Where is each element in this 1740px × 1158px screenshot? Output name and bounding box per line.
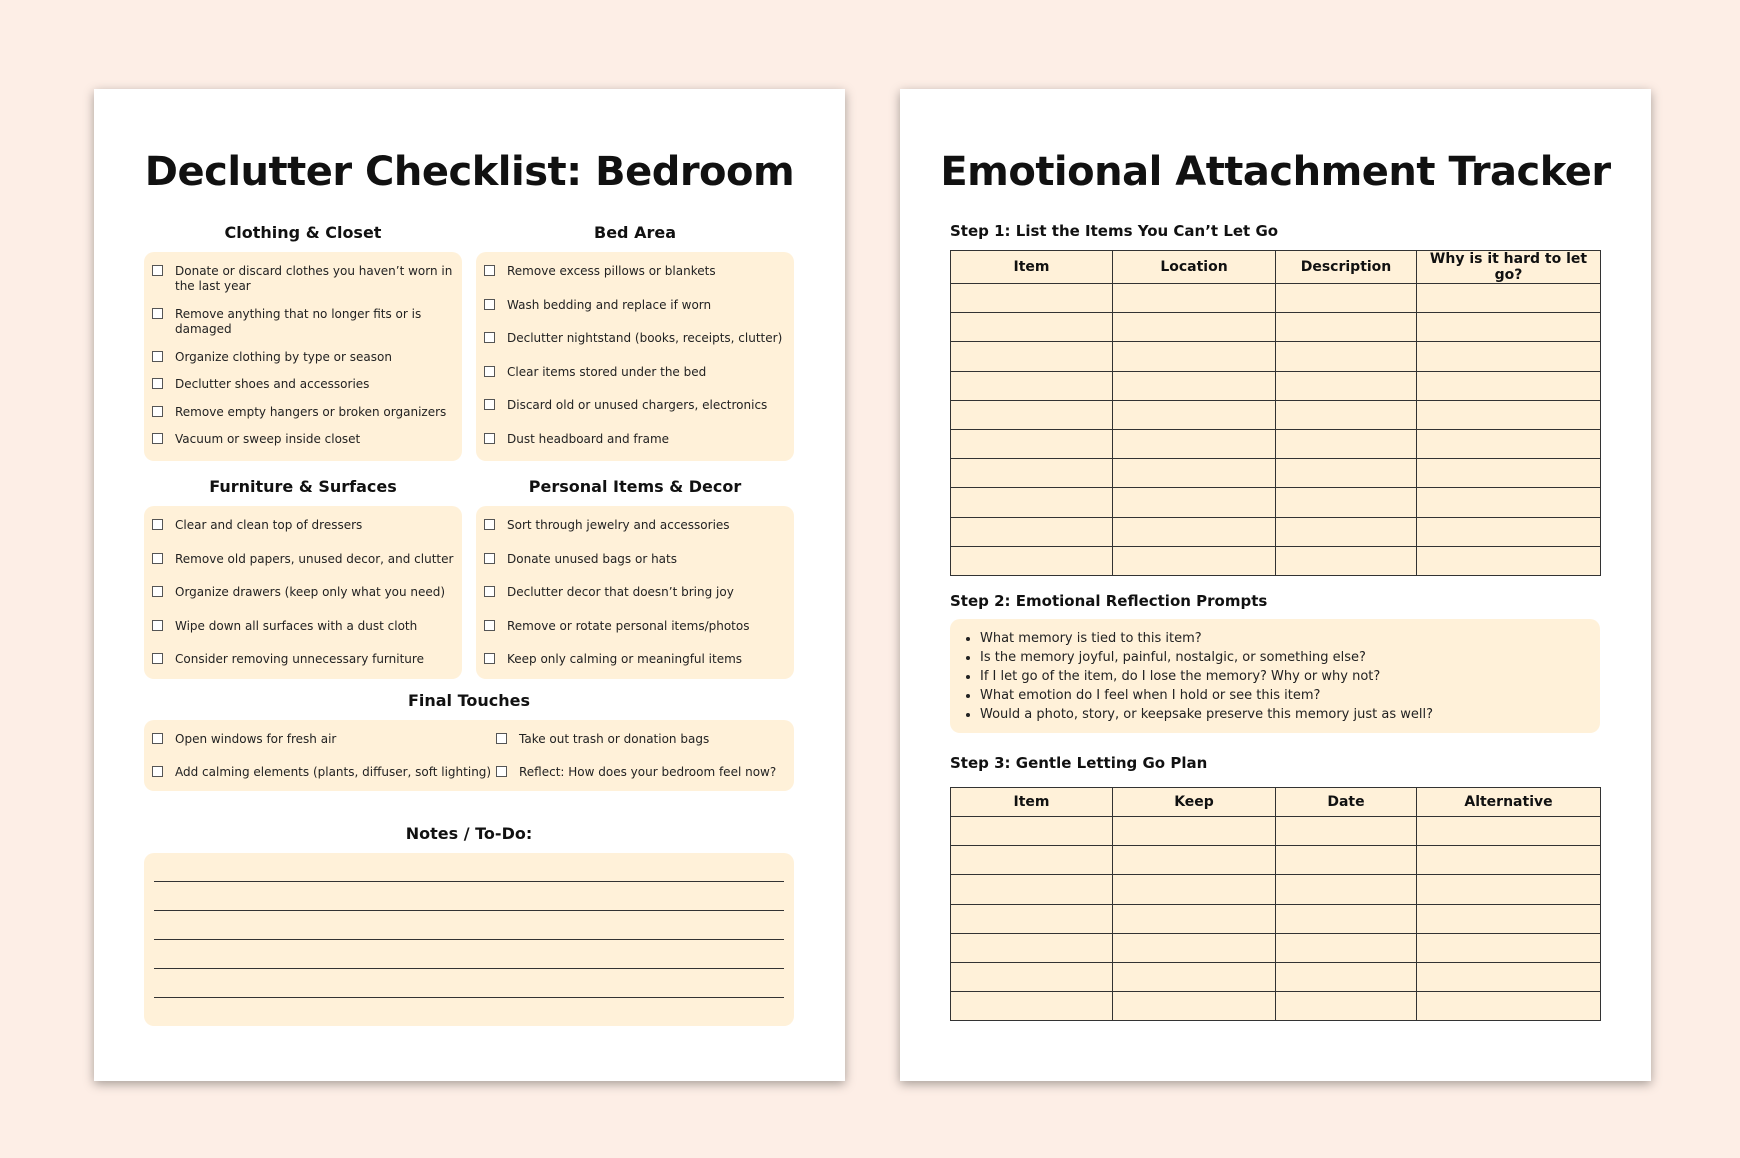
checklist-item[interactable]: Organize clothing by type or season bbox=[152, 350, 454, 365]
table-cell[interactable] bbox=[1276, 371, 1417, 400]
checklist-item[interactable]: Remove old papers, unused decor, and clutter bbox=[152, 552, 454, 567]
checklist-item[interactable]: Reflect: How does your bedroom feel now? bbox=[496, 765, 776, 780]
table-cell[interactable] bbox=[1417, 342, 1601, 371]
checkbox[interactable] bbox=[152, 653, 163, 664]
table-cell[interactable] bbox=[1113, 817, 1276, 846]
personal-checklist bbox=[476, 506, 794, 679]
table-row bbox=[951, 846, 1601, 875]
table-cell[interactable] bbox=[1417, 371, 1601, 400]
section-title-clothing: Clothing & Closet bbox=[224, 223, 382, 242]
emotional-attachment-page bbox=[900, 89, 1651, 1081]
table-cell[interactable] bbox=[951, 342, 1113, 371]
table-cell[interactable] bbox=[1113, 488, 1276, 517]
page-title: Declutter Checklist: Bedroom bbox=[144, 149, 795, 195]
note-line bbox=[154, 939, 784, 940]
table-cell[interactable] bbox=[951, 933, 1113, 962]
table-cell[interactable] bbox=[1417, 846, 1601, 875]
checklist-item[interactable]: Remove empty hangers or broken organizers bbox=[152, 405, 454, 420]
column-header-alternative: Alternative bbox=[1417, 788, 1601, 817]
checkbox[interactable] bbox=[152, 553, 163, 564]
checklist-item[interactable]: Declutter shoes and accessories bbox=[152, 377, 454, 392]
table-cell[interactable] bbox=[1417, 875, 1601, 904]
table-cell[interactable] bbox=[1276, 488, 1417, 517]
section-title-bed: Bed Area bbox=[594, 223, 676, 242]
table-cell[interactable] bbox=[1417, 546, 1601, 575]
table-row bbox=[951, 875, 1601, 904]
checkbox[interactable] bbox=[484, 265, 495, 276]
checkbox[interactable] bbox=[152, 620, 163, 631]
checklist-item[interactable]: Declutter nightstand (books, receipts, clutter) bbox=[484, 331, 786, 346]
section-title-personal: Personal Items & Decor bbox=[528, 477, 742, 496]
section-title-final: Final Touches bbox=[407, 691, 531, 710]
checkbox[interactable] bbox=[484, 519, 495, 530]
table-cell[interactable] bbox=[951, 371, 1113, 400]
checklist-item[interactable]: Remove excess pillows or blankets bbox=[484, 264, 786, 279]
checkbox[interactable] bbox=[496, 766, 507, 777]
table-cell[interactable] bbox=[1417, 400, 1601, 429]
checklist-item[interactable]: Clear and clean top of dressers bbox=[152, 518, 454, 533]
checkbox[interactable] bbox=[152, 265, 163, 276]
table-cell[interactable] bbox=[1276, 875, 1417, 904]
table-cell[interactable] bbox=[1276, 517, 1417, 546]
note-line bbox=[154, 910, 784, 911]
checkbox[interactable] bbox=[484, 433, 495, 444]
table-cell[interactable] bbox=[1113, 400, 1276, 429]
furniture-checklist bbox=[144, 506, 462, 679]
checklist-item[interactable]: Donate unused bags or hats bbox=[484, 552, 786, 567]
table-row bbox=[951, 342, 1601, 371]
table-cell[interactable] bbox=[1276, 546, 1417, 575]
checkbox[interactable] bbox=[152, 433, 163, 444]
checkbox[interactable] bbox=[484, 332, 495, 343]
checklist-item[interactable]: Organize drawers (keep only what you need) bbox=[152, 585, 454, 600]
plan-table-body bbox=[951, 817, 1601, 1021]
table-cell[interactable] bbox=[1276, 400, 1417, 429]
table-cell[interactable] bbox=[951, 875, 1113, 904]
table-cell[interactable] bbox=[1276, 313, 1417, 342]
checkbox[interactable] bbox=[152, 519, 163, 530]
column-header-location: Location bbox=[1113, 251, 1276, 284]
table-cell[interactable] bbox=[1417, 817, 1601, 846]
table-cell[interactable] bbox=[951, 846, 1113, 875]
clothing-checklist bbox=[144, 252, 462, 461]
column-header-keep: Keep bbox=[1113, 788, 1276, 817]
checkbox[interactable] bbox=[152, 308, 163, 319]
checkbox[interactable] bbox=[152, 766, 163, 777]
checkbox[interactable] bbox=[484, 299, 495, 310]
notes-title: Notes / To-Do: bbox=[405, 824, 533, 843]
table-cell[interactable] bbox=[1113, 429, 1276, 458]
checklist-item[interactable]: Take out trash or donation bags bbox=[496, 732, 709, 747]
prompt-item: • Would a photo, story, or keepsake preserve this memory just as well? bbox=[980, 705, 1600, 724]
step1-title: Step 1: List the Items You Can’t Let Go bbox=[950, 222, 1279, 240]
column-header-item: Item bbox=[951, 251, 1113, 284]
prompt-item: • What emotion do I feel when I hold or see this item? bbox=[980, 686, 1600, 705]
checklist-item[interactable]: Remove or rotate personal items/photos bbox=[484, 619, 786, 634]
table-cell[interactable] bbox=[1113, 371, 1276, 400]
table-row bbox=[951, 313, 1601, 342]
checklist-item[interactable]: Wipe down all surfaces with a dust cloth bbox=[152, 619, 454, 634]
checklist-item[interactable]: Sort through jewelry and accessories bbox=[484, 518, 786, 533]
page-title: Emotional Attachment Tracker bbox=[940, 149, 1611, 195]
prompt-item: • What memory is tied to this item? bbox=[980, 629, 1600, 648]
table-row bbox=[951, 933, 1601, 962]
table-cell[interactable] bbox=[951, 400, 1113, 429]
table-cell[interactable] bbox=[1417, 429, 1601, 458]
table-row bbox=[951, 488, 1601, 517]
table-cell[interactable] bbox=[1276, 846, 1417, 875]
table-cell[interactable] bbox=[951, 992, 1113, 1021]
table-cell[interactable] bbox=[951, 546, 1113, 575]
note-line bbox=[154, 881, 784, 882]
table-cell[interactable] bbox=[1113, 459, 1276, 488]
checkbox[interactable] bbox=[152, 406, 163, 417]
checkbox[interactable] bbox=[152, 586, 163, 597]
table-cell[interactable] bbox=[1417, 284, 1601, 313]
column-header-description: Description bbox=[1276, 251, 1417, 284]
table-cell[interactable] bbox=[1276, 992, 1417, 1021]
table-cell[interactable] bbox=[1276, 342, 1417, 371]
table-cell[interactable] bbox=[1113, 875, 1276, 904]
checklist-item[interactable]: Keep only calming or meaningful items bbox=[484, 652, 786, 667]
prompt-item: • Is the memory joyful, painful, nostalgic, or something else? bbox=[980, 648, 1600, 667]
items-table-body bbox=[951, 284, 1601, 576]
table-cell[interactable] bbox=[1417, 933, 1601, 962]
table-cell[interactable] bbox=[1276, 459, 1417, 488]
checkbox[interactable] bbox=[152, 733, 163, 744]
table-cell[interactable] bbox=[951, 517, 1113, 546]
step2-title: Step 2: Emotional Reflection Prompts bbox=[950, 592, 1268, 610]
table-cell[interactable] bbox=[1113, 962, 1276, 991]
table-cell[interactable] bbox=[951, 817, 1113, 846]
table-cell[interactable] bbox=[1417, 992, 1601, 1021]
bed-checklist bbox=[476, 252, 794, 461]
table-cell[interactable] bbox=[1113, 517, 1276, 546]
checkbox[interactable] bbox=[484, 399, 495, 410]
checkbox[interactable] bbox=[484, 586, 495, 597]
table-row bbox=[951, 371, 1601, 400]
table-cell[interactable] bbox=[1417, 517, 1601, 546]
table-cell[interactable] bbox=[1113, 933, 1276, 962]
checklist-item[interactable]: Consider removing unnecessary furniture bbox=[152, 652, 454, 667]
checklist-item[interactable]: Add calming elements (plants, diffuser, soft lighting) bbox=[152, 765, 491, 780]
column-header-why: Why is it hard to let go? bbox=[1417, 251, 1601, 284]
table-cell[interactable] bbox=[1113, 342, 1276, 371]
table-row bbox=[951, 546, 1601, 575]
table-row bbox=[951, 904, 1601, 933]
checklist-item[interactable]: Remove anything that no longer fits or is damaged bbox=[152, 307, 454, 337]
final-touches-checklist bbox=[144, 720, 794, 791]
table-cell[interactable] bbox=[1113, 846, 1276, 875]
plan-table bbox=[950, 787, 1601, 1021]
table-cell[interactable] bbox=[1276, 962, 1417, 991]
table-cell[interactable] bbox=[1113, 992, 1276, 1021]
checkbox[interactable] bbox=[496, 733, 507, 744]
table-cell[interactable] bbox=[1276, 817, 1417, 846]
table-cell[interactable] bbox=[1417, 962, 1601, 991]
checkbox[interactable] bbox=[484, 653, 495, 664]
table-cell[interactable] bbox=[951, 459, 1113, 488]
checklist-item[interactable]: Clear items stored under the bed bbox=[484, 365, 786, 380]
table-row bbox=[951, 962, 1601, 991]
table-cell[interactable] bbox=[951, 488, 1113, 517]
checklist-item[interactable]: Dust headboard and frame bbox=[484, 432, 786, 447]
checklist-item[interactable]: Open windows for fresh air bbox=[152, 732, 336, 747]
table-cell[interactable] bbox=[951, 904, 1113, 933]
table-cell[interactable] bbox=[1113, 904, 1276, 933]
reflection-prompts bbox=[950, 619, 1600, 733]
table-cell[interactable] bbox=[1417, 488, 1601, 517]
checklist-item[interactable]: Wash bedding and replace if worn bbox=[484, 298, 786, 313]
table-cell[interactable] bbox=[951, 962, 1113, 991]
step3-title: Step 3: Gentle Letting Go Plan bbox=[950, 754, 1208, 772]
declutter-checklist-page bbox=[94, 89, 845, 1081]
items-table bbox=[950, 250, 1601, 576]
table-row bbox=[951, 284, 1601, 313]
column-header-item: Item bbox=[951, 788, 1113, 817]
table-cell[interactable] bbox=[1276, 284, 1417, 313]
table-cell[interactable] bbox=[1417, 313, 1601, 342]
table-row bbox=[951, 992, 1601, 1021]
table-row bbox=[951, 429, 1601, 458]
note-line bbox=[154, 968, 784, 969]
checkbox[interactable] bbox=[484, 553, 495, 564]
checklist-item[interactable]: Vacuum or sweep inside closet bbox=[152, 432, 454, 447]
notes-area[interactable] bbox=[144, 853, 794, 1026]
table-cell[interactable] bbox=[951, 429, 1113, 458]
checklist-item[interactable]: Discard old or unused chargers, electronics bbox=[484, 398, 786, 413]
checkbox[interactable] bbox=[484, 366, 495, 377]
table-row bbox=[951, 517, 1601, 546]
table-cell[interactable] bbox=[951, 284, 1113, 313]
checklist-item[interactable]: Donate or discard clothes you haven’t worn in the last year bbox=[152, 264, 454, 294]
table-cell[interactable] bbox=[1417, 459, 1601, 488]
column-header-date: Date bbox=[1276, 788, 1417, 817]
section-title-furniture: Furniture & Surfaces bbox=[209, 477, 397, 496]
table-cell[interactable] bbox=[1417, 904, 1601, 933]
table-cell[interactable] bbox=[1276, 933, 1417, 962]
table-cell[interactable] bbox=[951, 313, 1113, 342]
checklist-item[interactable]: Declutter decor that doesn’t bring joy bbox=[484, 585, 786, 600]
table-cell[interactable] bbox=[1113, 284, 1276, 313]
checkbox[interactable] bbox=[152, 378, 163, 389]
table-row bbox=[951, 400, 1601, 429]
checkbox[interactable] bbox=[152, 351, 163, 362]
table-row bbox=[951, 459, 1601, 488]
note-line bbox=[154, 997, 784, 998]
table-row bbox=[951, 817, 1601, 846]
prompt-item: • If I let go of the item, do I lose the memory? Why or why not? bbox=[980, 667, 1600, 686]
table-cell[interactable] bbox=[1276, 429, 1417, 458]
table-cell[interactable] bbox=[1113, 313, 1276, 342]
table-cell[interactable] bbox=[1276, 904, 1417, 933]
table-cell[interactable] bbox=[1113, 546, 1276, 575]
checkbox[interactable] bbox=[484, 620, 495, 631]
